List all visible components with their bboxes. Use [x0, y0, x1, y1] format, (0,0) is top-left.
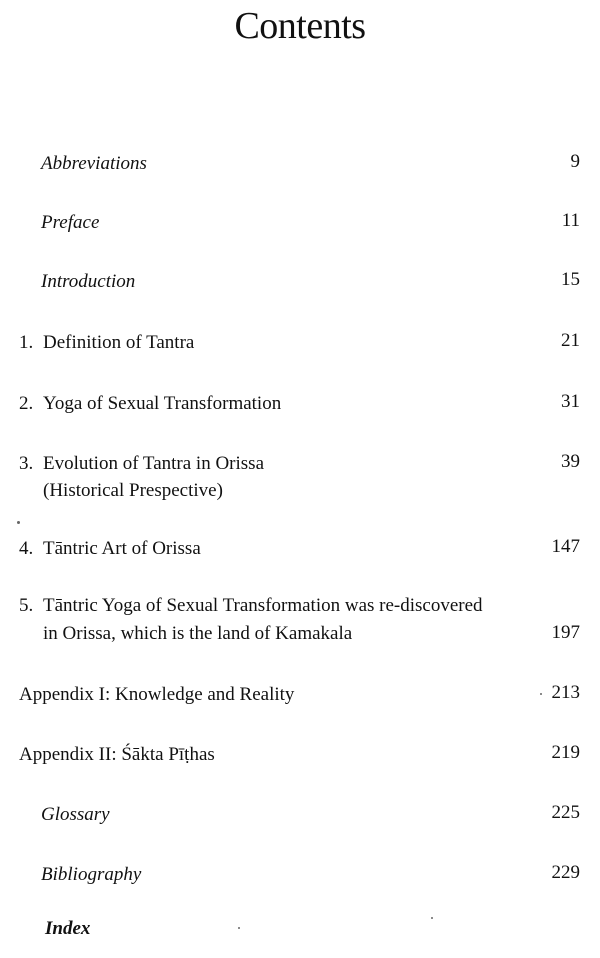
toc-entry-appendix-2: Appendix II: Śākta Pīṭhas: [19, 744, 215, 765]
toc-chapter-number: 2.: [19, 393, 34, 414]
toc-chapter-title: Tāntric Yoga of Sexual Transformation was re-discovered: [43, 595, 483, 616]
toc-chapter-title: Tāntric Art of Orissa: [43, 538, 201, 559]
scan-speck: [431, 917, 433, 919]
toc-page-chapter-3: 39: [561, 451, 580, 472]
toc-entry-chapter-3-line-2: (Historical Prespective): [43, 480, 223, 501]
toc-chapter-number: 4.: [19, 538, 34, 559]
toc-entry-chapter-3: [19, 452, 264, 476]
toc-chapter-title: Evolution of Tantra in Orissa: [43, 453, 265, 474]
toc-entry-chapter-4: [19, 537, 201, 561]
toc-entry-introduction: Introduction: [41, 271, 136, 292]
toc-page-abbreviations: 9: [570, 151, 580, 172]
toc-entry-abbreviations: Abbreviations: [41, 153, 147, 174]
toc-page-chapter-4: 147: [551, 536, 580, 557]
toc-chapter-number: 5.: [19, 595, 34, 616]
toc-entry-chapter-2: [19, 392, 281, 416]
toc-page-chapter-2: 31: [561, 391, 580, 412]
toc-chapter-title: Definition of Tantra: [43, 332, 195, 353]
toc-chapter-number: 3.: [19, 453, 34, 474]
toc-chapter-title: Yoga of Sexual Transformation: [43, 393, 282, 414]
toc-entry-appendix-1: Appendix I: Knowledge and Reality: [19, 684, 295, 705]
scan-speck: [540, 693, 542, 695]
toc-chapter-number: 1.: [19, 332, 34, 353]
page-title: Contents: [234, 5, 366, 47]
toc-page-bibliography: 229: [551, 862, 580, 883]
toc-page-preface: 11: [561, 210, 580, 231]
toc-page-appendix-1: 213: [551, 682, 580, 703]
toc-page-introduction: 15: [561, 269, 580, 290]
scan-speck: [17, 521, 20, 524]
toc-page-chapter-5: 197: [551, 622, 580, 643]
toc-page-appendix-2: 219: [551, 742, 580, 763]
toc-entry-chapter-5-line-2: in Orissa, which is the land of Kamakala: [43, 623, 353, 644]
scan-speck: [238, 927, 240, 929]
toc-page-glossary: 225: [551, 802, 580, 823]
toc-entry-preface: Preface: [41, 212, 100, 233]
toc-entry-chapter-1: [19, 331, 194, 355]
toc-entry-bibliography: Bibliography: [41, 864, 142, 885]
toc-entry-chapter-5: [19, 594, 483, 618]
toc-entry-index: Index: [45, 918, 91, 939]
toc-page-chapter-1: 21: [561, 330, 580, 351]
toc-entry-glossary: Glossary: [41, 804, 110, 825]
